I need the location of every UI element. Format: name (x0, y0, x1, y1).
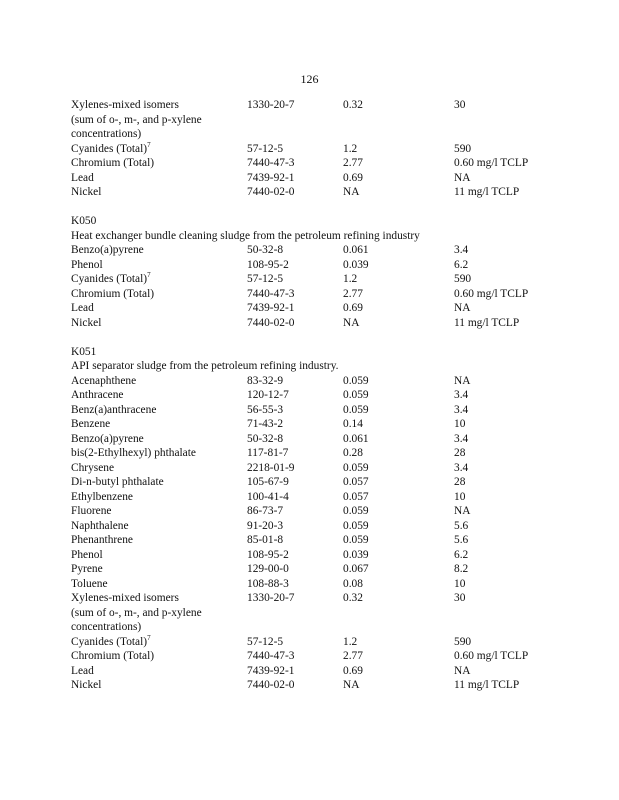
nonwastewater-standard: 11 mg/l TCLP (454, 186, 520, 198)
constituent-name (71, 446, 196, 461)
wastewater-concentration: 0.059 (343, 403, 369, 416)
cas-number: 91-20-3 (247, 519, 284, 532)
table-row (71, 403, 571, 418)
wastewater-concentration: 0.061 (343, 244, 369, 256)
wastewater-concentration: NA (343, 316, 360, 329)
constituent-label: Cyanides (Total) (71, 142, 148, 155)
wastewater-concentration: 0.69 (343, 171, 363, 184)
cas-number: 100-41-4 (247, 490, 289, 503)
constituent-label: Phenanthrene (71, 534, 133, 546)
cas-number: 57-12-5 (247, 635, 284, 648)
wastewater-concentration: 0.057 (343, 476, 369, 488)
constituent-label: Acenaphthene (71, 374, 137, 387)
constituent-name (71, 533, 133, 548)
constituent-name (71, 562, 103, 577)
table-row (71, 591, 571, 606)
nonwastewater-standard: 0.60 mg/l TCLP (454, 157, 529, 169)
constituent-name (71, 185, 101, 200)
nonwastewater-standard: 0.60 mg/l TCLP (454, 287, 529, 300)
wastewater-concentration: NA (343, 679, 360, 691)
cas-number: 7440-47-3 (247, 157, 295, 169)
constituent-name (71, 664, 94, 679)
wastewater-concentration: 0.039 (343, 258, 369, 271)
cas-number: 108-95-2 (247, 258, 289, 271)
constituent-name (71, 461, 114, 476)
nonwastewater-standard: 30 (454, 99, 466, 111)
k050-rows (71, 243, 571, 330)
constituent-name (71, 374, 136, 389)
constituent-label: Cyanides (Total) (71, 273, 148, 285)
wastewater-concentration: 1.2 (343, 635, 358, 648)
cas-number: 7439-92-1 (247, 302, 295, 314)
wastewater-concentration: 1.2 (343, 142, 358, 155)
nonwastewater-standard: 590 (454, 273, 472, 285)
nonwastewater-standard: 28 (454, 447, 466, 459)
nonwastewater-standard: 590 (454, 635, 472, 648)
cas-number: 108-88-3 (247, 577, 289, 590)
constituent-label: Benzo(a)pyrene (71, 244, 144, 256)
constituent-label: Xylenes-mixed isomers (71, 592, 179, 604)
wastewater-concentration: 0.32 (343, 592, 363, 604)
constituent-label: Nickel (71, 186, 102, 198)
cas-number: 1330-20-7 (247, 592, 295, 604)
carryover-rows (71, 98, 571, 200)
cas-number: 7440-47-3 (247, 650, 295, 662)
cas-number: 71-43-2 (247, 418, 284, 430)
cas-number: 105-67-9 (247, 476, 289, 488)
constituent-label: Lead (71, 302, 94, 314)
constituent-name (71, 287, 154, 302)
table-row (71, 664, 571, 679)
cas-number: 50-32-8 (247, 244, 284, 256)
waste-code-k050: K050 (71, 215, 97, 227)
cas-number: 86-73-7 (247, 505, 284, 517)
constituent-name (71, 171, 94, 186)
constituent-label: Lead (71, 664, 94, 677)
constituent-label: bis(2-Ethylhexyl) phthalate (71, 447, 196, 459)
constituent-label: Cyanides (Total) (71, 635, 148, 648)
constituent-name (71, 388, 124, 403)
table-row (71, 562, 571, 577)
constituent-label: Di-n-butyl phthalate (71, 476, 164, 488)
table-row (71, 301, 571, 316)
table-row (71, 374, 571, 389)
table-row (71, 678, 571, 693)
constituent-label: Phenol (71, 548, 103, 561)
table-row (71, 490, 571, 505)
table-row (71, 649, 571, 664)
section-gap (71, 330, 571, 345)
table-row (71, 461, 571, 476)
constituent-name (71, 649, 154, 664)
constituent-label: Benz(a)anthracene (71, 403, 157, 416)
nonwastewater-standard: 3.4 (454, 432, 469, 445)
table-row (71, 316, 571, 331)
constituent-name (71, 548, 103, 563)
cas-number: 117-81-7 (247, 447, 289, 459)
table-row (71, 156, 571, 171)
nonwastewater-standard: 5.6 (454, 534, 469, 546)
constituent-label: Ethylbenzene (71, 490, 133, 503)
wastewater-concentration: 0.28 (343, 447, 363, 459)
waste-description-k050: Heat exchanger bundle cleaning sludge from the petroleum refining industry (71, 229, 420, 242)
cas-number: 7439-92-1 (247, 171, 295, 184)
constituent-continuation: concentrations) (71, 621, 142, 633)
constituent-label: Chromium (Total) (71, 287, 155, 300)
table-row (71, 635, 571, 650)
waste-code-table (71, 98, 571, 693)
table-row (71, 417, 571, 432)
constituent-name (71, 577, 108, 592)
constituent-name (71, 316, 101, 331)
constituent-name (71, 258, 103, 273)
constituent-continuation: (sum of o-, m-, and p-xylene (71, 113, 202, 126)
nonwastewater-standard: 10 (454, 490, 466, 503)
nonwastewater-standard: 6.2 (454, 548, 469, 561)
wastewater-concentration: 0.14 (343, 418, 363, 430)
page-number: 126 (300, 72, 319, 86)
nonwastewater-standard: NA (454, 302, 471, 314)
constituent-label: Chrysene (71, 461, 115, 474)
wastewater-concentration: 2.77 (343, 157, 363, 169)
table-row (71, 577, 571, 592)
constituent-name (71, 301, 94, 316)
table-row (71, 185, 571, 200)
wastewater-concentration: 2.77 (343, 650, 363, 662)
wastewater-concentration: 0.067 (343, 563, 369, 575)
table-row (71, 258, 571, 273)
table-row (71, 548, 571, 563)
table-row (71, 504, 571, 519)
table-row (71, 388, 571, 403)
wastewater-concentration: 0.059 (343, 534, 369, 546)
k051-rows (71, 374, 571, 693)
wastewater-concentration: 0.059 (343, 461, 369, 474)
wastewater-concentration: 0.061 (343, 432, 369, 445)
cas-number: 120-12-7 (247, 389, 289, 401)
constituent-label: Benzene (71, 418, 111, 430)
cas-number: 7440-02-0 (247, 186, 295, 198)
wastewater-concentration: 0.059 (343, 505, 369, 517)
wastewater-concentration: 1.2 (343, 273, 358, 285)
cas-number: 108-95-2 (247, 548, 289, 561)
table-row (71, 272, 571, 287)
constituent-label: Chromium (Total) (71, 650, 155, 662)
nonwastewater-standard: 6.2 (454, 258, 469, 271)
table-row (71, 475, 571, 490)
constituent-name (71, 678, 101, 693)
constituent-name (71, 432, 144, 447)
cas-number: 2218-01-9 (247, 461, 295, 474)
wastewater-concentration: 0.69 (343, 664, 363, 677)
constituent-name (71, 142, 151, 157)
table-row (71, 432, 571, 447)
footnote-marker: 7 (147, 140, 151, 149)
section-k050 (71, 214, 571, 330)
constituent-label: Fluorene (71, 505, 112, 517)
constituent-label: Pyrene (71, 563, 103, 575)
wastewater-concentration: 0.69 (343, 302, 363, 314)
wastewater-concentration: 2.77 (343, 287, 363, 300)
constituent-continuation: concentrations) (71, 128, 142, 140)
nonwastewater-standard: 8.2 (454, 563, 469, 575)
nonwastewater-standard: 10 (454, 418, 466, 430)
constituent-name (71, 490, 133, 505)
cas-number: 7439-92-1 (247, 664, 295, 677)
wastewater-concentration: 0.059 (343, 374, 369, 387)
cas-number: 57-12-5 (247, 273, 284, 285)
waste-description-k051: API separator sludge from the petroleum refining industry. (71, 360, 339, 372)
wastewater-concentration: 0.057 (343, 490, 369, 503)
cas-number: 129-00-0 (247, 563, 289, 575)
cas-number: 7440-02-0 (247, 316, 295, 329)
nonwastewater-standard: NA (454, 664, 471, 677)
nonwastewater-standard: 3.4 (454, 244, 469, 256)
constituent-name (71, 475, 164, 490)
table-row (71, 287, 571, 302)
nonwastewater-standard: 10 (454, 577, 466, 590)
constituent-name (71, 504, 112, 519)
nonwastewater-standard: 30 (454, 592, 466, 604)
nonwastewater-standard: NA (454, 171, 471, 184)
wastewater-concentration: 0.059 (343, 519, 369, 532)
cas-number: 83-32-9 (247, 374, 284, 387)
cas-number: 85-01-8 (247, 534, 284, 546)
footnote-marker: 7 (147, 271, 151, 280)
constituent-name (71, 635, 151, 650)
cas-number: 57-12-5 (247, 142, 284, 155)
nonwastewater-standard: 28 (454, 476, 466, 488)
constituent-label: Phenol (71, 258, 103, 271)
cas-number: 7440-02-0 (247, 679, 295, 691)
wastewater-concentration: NA (343, 186, 360, 198)
cas-number: 1330-20-7 (247, 99, 295, 111)
constituent-label: Toluene (71, 577, 108, 590)
table-row (71, 533, 571, 548)
constituent-name (71, 403, 156, 418)
wastewater-concentration: 0.32 (343, 99, 363, 111)
nonwastewater-standard: 590 (454, 142, 472, 155)
constituent-label: Chromium (Total) (71, 157, 155, 169)
table-row (71, 142, 571, 157)
nonwastewater-standard: 3.4 (454, 403, 469, 416)
table-row (71, 446, 571, 461)
constituent-label: Anthracene (71, 389, 124, 401)
constituent-label: Nickel (71, 679, 102, 691)
cas-number: 50-32-8 (247, 432, 284, 445)
constituent-name (71, 98, 179, 113)
cas-number: 56-55-3 (247, 403, 284, 416)
constituent-name (71, 243, 144, 258)
constituent-continuation: (sum of o-, m-, and p-xylene (71, 606, 202, 619)
wastewater-concentration: 0.059 (343, 389, 369, 401)
constituent-name (71, 519, 129, 534)
table-row (71, 243, 571, 258)
constituent-label: Lead (71, 171, 94, 184)
table-row (71, 519, 571, 534)
nonwastewater-standard: 0.60 mg/l TCLP (454, 650, 529, 662)
nonwastewater-standard: 11 mg/l TCLP (454, 679, 520, 691)
constituent-label: Naphthalene (71, 519, 129, 532)
constituent-name (71, 417, 110, 432)
cas-number: 7440-47-3 (247, 287, 295, 300)
waste-code-k051: K051 (71, 345, 97, 358)
wastewater-concentration: 0.039 (343, 548, 369, 561)
section-k051 (71, 345, 571, 693)
constituent-label: Nickel (71, 316, 102, 329)
table-row (71, 98, 571, 113)
table-row (71, 171, 571, 186)
section-gap (71, 200, 571, 215)
nonwastewater-standard: NA (454, 374, 471, 387)
constituent-label: Benzo(a)pyrene (71, 432, 144, 445)
nonwastewater-standard: 11 mg/l TCLP (454, 316, 520, 329)
constituent-name (71, 272, 151, 287)
wastewater-concentration: 0.08 (343, 577, 363, 590)
nonwastewater-standard: 3.4 (454, 461, 469, 474)
nonwastewater-standard: 3.4 (454, 389, 469, 401)
nonwastewater-standard: 5.6 (454, 519, 469, 532)
constituent-label: Xylenes-mixed isomers (71, 99, 179, 111)
footnote-marker: 7 (147, 633, 151, 642)
constituent-name (71, 591, 179, 606)
nonwastewater-standard: NA (454, 505, 471, 517)
constituent-name (71, 156, 154, 171)
